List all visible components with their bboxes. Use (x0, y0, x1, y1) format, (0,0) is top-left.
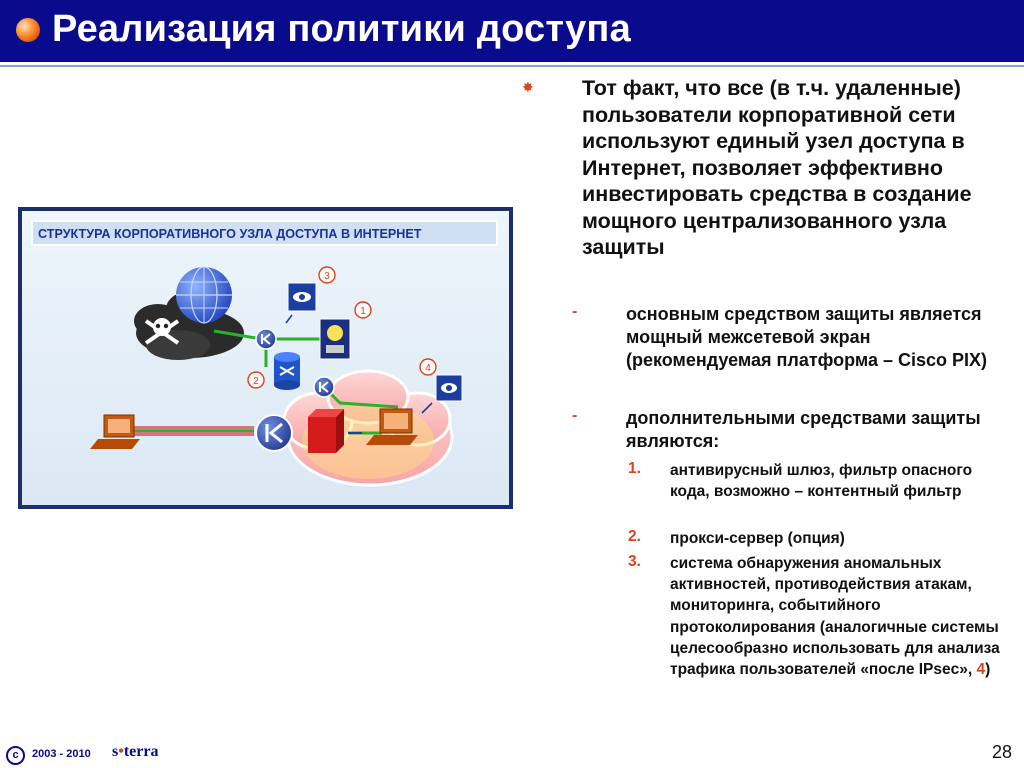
numbered-item-text: антивирусный шлюз, фильтр опасного кода, возможно – контентный фильтр (670, 462, 973, 501)
edge-router-icon (256, 415, 292, 451)
bullet-star-icon: ✸ (522, 79, 534, 95)
sub-bullet-text: дополнительными средствами защиты являются: (626, 408, 981, 451)
logo-s: s (112, 743, 119, 760)
sub-bullet-marker: - (572, 303, 578, 320)
svg-text:3: 3 (324, 271, 330, 282)
sub-bullet-marker: - (572, 407, 578, 424)
numbered-item-text (670, 553, 1015, 680)
numbered-item-index: 1. (628, 460, 641, 477)
main-bullet-text: Тот факт, что все (в т.ч. удаленные) пользователи корпоративной сети используют единый узел доступа в Интернет, позволяет эффективно инвестировать средства в создание мощного централизованного узла защиты (582, 76, 972, 259)
sub-bullet-text: основным средством защиты является мощный межсетевой экран (рекомендуемая платформа – Cisco PIX) (626, 304, 988, 370)
network-diagram (18, 207, 513, 509)
svg-text:2: 2 (253, 376, 259, 387)
diagram-title: СТРУКТУРА КОРПОРАТИВНОГО УЗЛА ДОСТУПА В ИНТЕРНЕТ (38, 227, 422, 241)
page-number: 28 (991, 742, 1012, 762)
numbered-item-highlight: 4 (976, 661, 986, 679)
slide-title: Реализация политики доступа (52, 8, 631, 50)
title-bullet-icon (16, 18, 40, 42)
ids-sensor-4-icon (436, 375, 462, 401)
network-diagram-svg (18, 207, 513, 509)
marker-3 (319, 267, 335, 283)
router-2-icon (314, 377, 334, 397)
globe-icon (176, 267, 232, 323)
company-logo (112, 743, 158, 761)
footer-years: 2003 - 2010 (32, 748, 91, 760)
footer (0, 738, 1024, 768)
numbered-item-text: прокси-сервер (опция) (670, 530, 845, 547)
svg-text:4: 4 (425, 363, 431, 374)
marker-2 (248, 372, 264, 388)
firewall-icon (308, 409, 344, 453)
numbered-item-text-end: ) (985, 661, 991, 679)
marker-4 (420, 359, 436, 375)
proxy-server-2-icon (274, 352, 300, 390)
logo-dot: • (118, 743, 124, 760)
antivirus-server-1-icon (320, 319, 350, 359)
router-1-icon (256, 329, 276, 349)
numbered-item-text-main: система обнаружения аномальных активностей, противодействия атакам, мониторинга, событийного протоколирования (аналогичные системы целесообразно использовать для анализа трафика пользователей «после IPsec», (670, 555, 1000, 679)
logo-text: terra (123, 743, 159, 760)
title-bar (0, 0, 1024, 62)
numbered-item-index: 2. (628, 528, 641, 545)
ids-sensor-3-icon (288, 283, 316, 311)
svg-text:1: 1 (360, 306, 366, 317)
marker-1 (355, 302, 371, 318)
numbered-item-index: 3. (628, 553, 641, 570)
title-divider-shadow (0, 65, 1024, 67)
copyright-icon: c (6, 746, 25, 765)
